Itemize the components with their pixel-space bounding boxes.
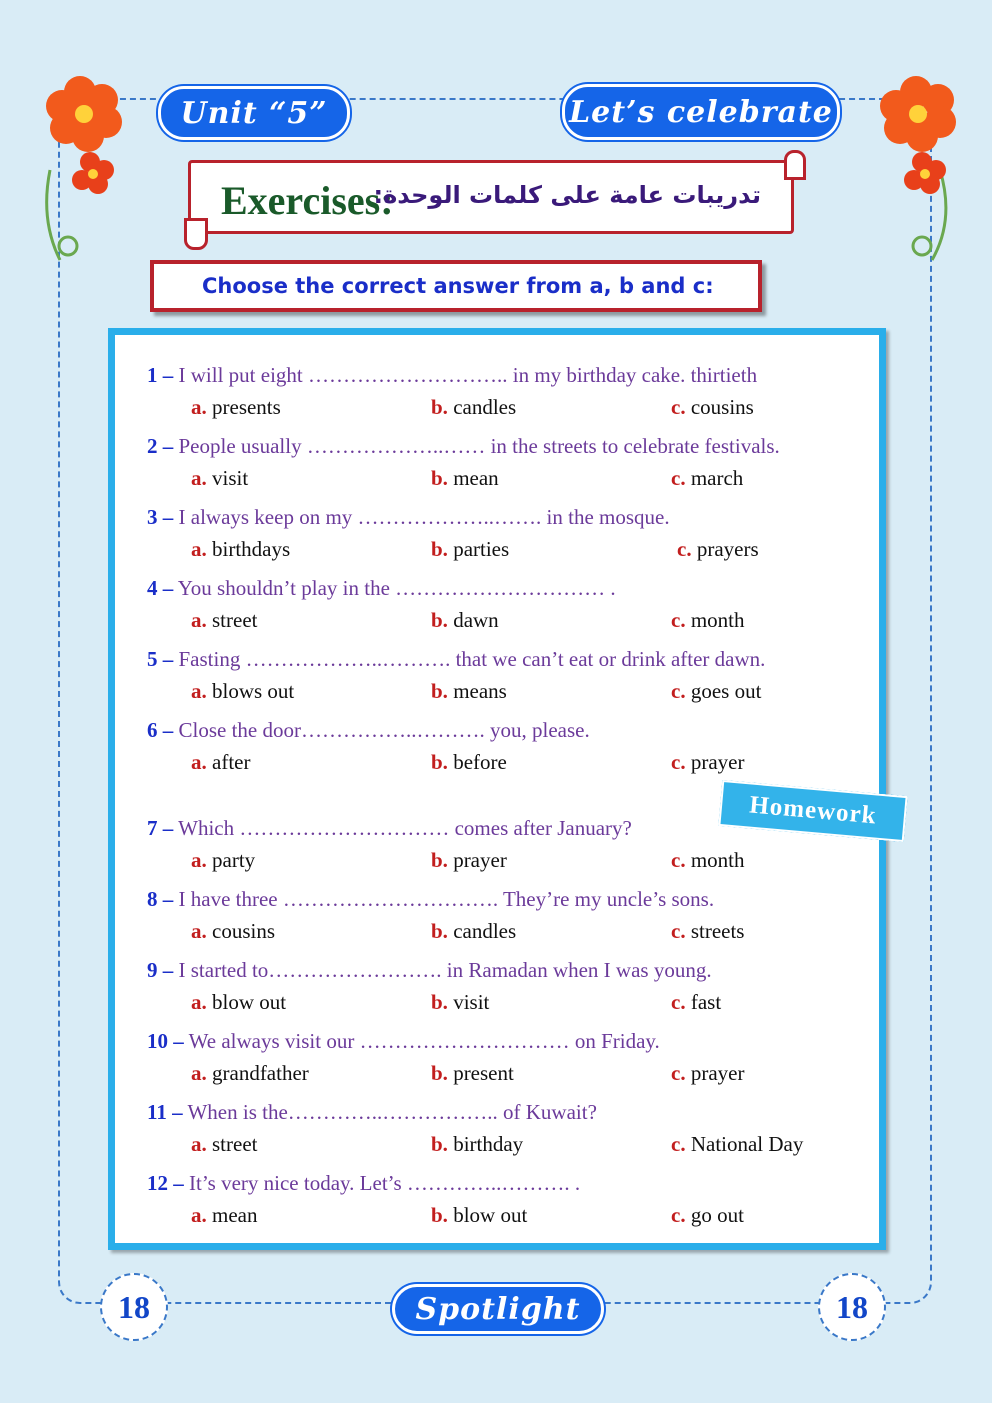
option-b[interactable] [431,848,507,873]
question-dash: – [162,718,174,742]
option-c[interactable] [671,990,721,1015]
question-number: 9 [147,958,158,982]
option-text: go out [690,1203,744,1227]
spotlight-brand-badge: Spotlight [392,1284,604,1334]
question-text: I have three …………………………. They’re my uncle’s sons. [178,887,715,911]
homework-badge: Homework [718,780,907,842]
question-number: 10 [147,1029,168,1053]
option-a[interactable] [191,466,248,491]
option-letter: b. [431,466,448,490]
option-letter: a. [191,679,207,703]
option-letter: b. [431,750,448,774]
option-text: party [212,848,256,872]
question-number: 2 [147,434,158,458]
option-b[interactable] [431,608,499,633]
exercises-title: Exercises: [221,178,394,223]
question-text: I started to……………………. in Ramadan when I was young. [178,958,712,982]
option-a[interactable] [191,1203,257,1228]
question-item [115,434,875,498]
option-letter: c. [671,919,686,943]
question-number: 6 [147,718,158,742]
option-text: prayer [453,848,507,872]
option-a[interactable] [191,679,294,704]
option-text: street [212,1132,258,1156]
option-text: dawn [453,608,499,632]
option-b[interactable] [431,990,489,1015]
option-text: month [690,848,745,872]
question-item [115,1171,875,1235]
option-b[interactable] [431,750,507,775]
option-b[interactable] [431,1132,523,1157]
question-number: 11 [147,1100,167,1124]
option-text: prayers [696,537,759,561]
option-letter: c. [671,1132,686,1156]
option-c[interactable] [671,848,745,873]
option-letter: b. [431,990,448,1014]
option-text: blow out [453,1203,528,1227]
question-text: When is the…………..…………….. of Kuwait? [187,1100,597,1124]
option-c[interactable] [671,1132,803,1157]
option-a[interactable] [191,537,290,562]
exercises-banner [188,160,794,234]
question-text: Close the door……………..………. you, please. [178,718,590,742]
option-b[interactable] [431,1203,527,1228]
option-letter: b. [431,919,448,943]
option-c[interactable] [677,537,759,562]
question-dash: – [162,647,174,671]
question-line [147,1029,660,1054]
option-letter: a. [191,848,207,872]
option-b[interactable] [431,537,509,562]
option-letter: c. [671,608,686,632]
question-text: We always visit our ………………………… on Friday. [188,1029,660,1053]
option-a[interactable] [191,1061,309,1086]
option-text: after [212,750,251,774]
question-dash: – [172,1100,183,1124]
option-letter: c. [671,395,686,419]
question-dash: – [173,1171,184,1195]
option-b[interactable] [431,1061,514,1086]
option-a[interactable] [191,990,286,1015]
question-line [147,505,670,530]
option-text: prayer [690,1061,745,1085]
option-text: candles [453,395,517,419]
option-letter: b. [431,395,448,419]
option-a[interactable] [191,750,250,775]
option-text: cousins [212,919,275,943]
scroll-curl-left [184,218,208,250]
option-c[interactable] [671,679,761,704]
option-letter: a. [191,990,207,1014]
option-text: parties [453,537,510,561]
option-c[interactable] [671,919,744,944]
option-letter: b. [431,1061,448,1085]
question-number: 4 [147,576,158,600]
option-text: street [212,608,258,632]
option-text: National Day [690,1132,804,1156]
option-letter: c. [671,990,686,1014]
option-c[interactable] [671,395,754,420]
question-number: 5 [147,647,158,671]
option-text: present [453,1061,514,1085]
question-dash: – [162,505,174,529]
question-dash: – [162,816,174,840]
question-item [115,576,875,640]
question-line [147,1100,597,1125]
question-dash: – [162,576,174,600]
question-item [115,505,875,569]
option-text: birthday [453,1132,524,1156]
option-letter: c. [671,1203,686,1227]
option-text: blow out [212,990,287,1014]
option-letter: c. [677,537,692,561]
unit-badge: Unit “5” [158,86,350,140]
option-letter: a. [191,395,207,419]
option-text: grandfather [212,1061,309,1085]
question-dash: – [162,434,174,458]
option-letter: a. [191,1061,207,1085]
instruction-box [150,260,762,312]
option-letter: b. [431,537,448,561]
question-text: I always keep on my ………………..……. in the mosque. [178,505,670,529]
question-number: 7 [147,816,158,840]
flower-decoration-right [860,70,970,270]
option-a[interactable] [191,395,281,420]
question-dash: – [162,363,174,387]
option-letter: c. [671,466,686,490]
option-b[interactable] [431,919,516,944]
option-text: mean [212,1203,258,1227]
question-item [115,1029,875,1093]
flower-decoration-left [30,70,140,270]
option-letter: c. [671,750,686,774]
question-line [147,816,632,841]
option-letter: a. [191,537,207,561]
option-text: cousins [690,395,754,419]
question-text: People usually ………………..…… in the streets to celebrate festivals. [178,434,780,458]
option-letter: b. [431,1203,448,1227]
question-line [147,647,765,672]
unit-title-badge: Let’s celebrate [562,84,840,140]
question-item [115,647,875,711]
question-text: Which ………………………… comes after January? [178,816,632,840]
option-text: candles [453,919,517,943]
instruction-text: Choose the correct answer from a, b and c: [202,274,714,298]
option-letter: c. [671,679,686,703]
question-dash: – [173,1029,184,1053]
option-text: month [690,608,745,632]
option-letter: a. [191,466,207,490]
exercises-arabic-subtitle: تدريبات عامة على كلمات الوحدة: [373,181,761,209]
option-b[interactable] [431,679,507,704]
option-letter: a. [191,919,207,943]
option-a[interactable] [191,1132,257,1157]
question-item [115,887,875,951]
option-c[interactable] [671,1203,744,1228]
question-dash: – [162,958,174,982]
option-letter: a. [191,750,207,774]
question-item [115,1100,875,1164]
option-c[interactable] [671,466,743,491]
option-text: visit [453,990,490,1014]
question-text: You shouldn’t play in the ………………………… . [177,576,616,600]
option-c[interactable] [671,1061,744,1086]
question-text: Fasting ………………..………. that we can’t eat or drink after dawn. [178,647,766,671]
question-line [147,958,712,983]
option-text: prayer [690,750,745,774]
option-text: before [453,750,507,774]
option-text: goes out [690,679,762,703]
option-text: means [453,679,507,703]
option-letter: b. [431,679,448,703]
option-c[interactable] [671,750,744,775]
question-line [147,887,714,912]
question-item [115,363,875,427]
option-a[interactable] [191,608,257,633]
option-c[interactable] [671,608,745,633]
question-number: 3 [147,505,158,529]
option-text: birthdays [212,537,291,561]
question-number: 12 [147,1171,168,1195]
option-b[interactable] [431,466,499,491]
option-letter: c. [671,848,686,872]
option-text: presents [212,395,281,419]
option-text: streets [690,919,745,943]
option-letter: a. [191,1132,207,1156]
option-text: march [690,466,744,490]
option-text: blows out [212,679,295,703]
option-text: visit [212,466,249,490]
question-line [147,363,757,388]
question-number: 8 [147,887,158,911]
question-line [147,1171,580,1196]
option-a[interactable] [191,848,255,873]
question-line [147,434,780,459]
page-number-right: 18 [818,1273,886,1341]
option-letter: c. [671,1061,686,1085]
question-text: I will put eight ……………………….. in my birthday cake. thirtieth [178,363,758,387]
question-item [115,958,875,1022]
question-text: It’s very nice today. Let’s …………..………. . [189,1171,581,1195]
question-line [147,718,590,743]
option-text: mean [453,466,499,490]
question-line [147,576,616,601]
option-text: fast [690,990,722,1014]
question-number: 1 [147,363,158,387]
option-a[interactable] [191,919,275,944]
option-b[interactable] [431,395,516,420]
option-letter: b. [431,608,448,632]
option-letter: b. [431,1132,448,1156]
option-letter: a. [191,608,207,632]
question-item [115,718,875,782]
scroll-curl-right [784,150,806,180]
page-number-left: 18 [100,1273,168,1341]
option-letter: a. [191,1203,207,1227]
option-letter: b. [431,848,448,872]
question-dash: – [162,887,174,911]
